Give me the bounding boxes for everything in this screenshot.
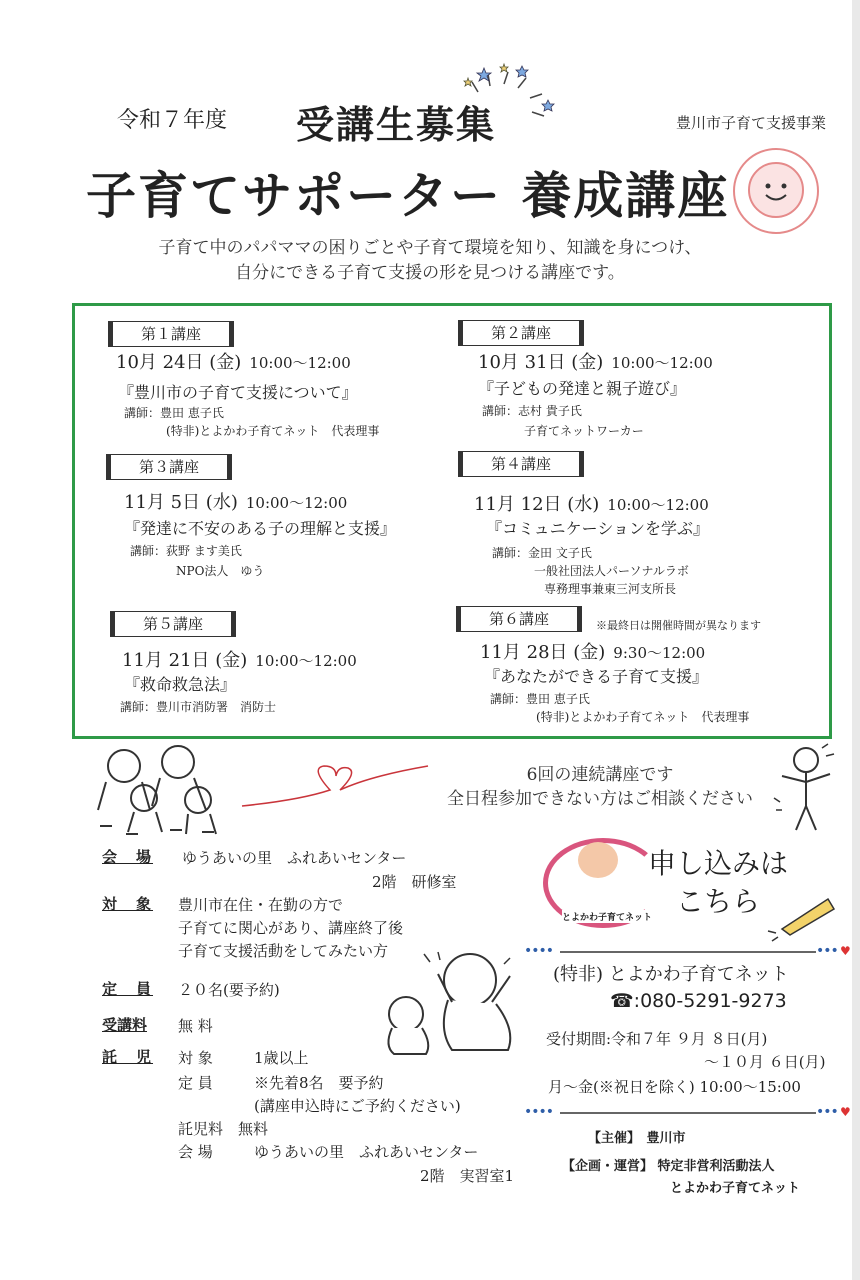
lecture-date [478, 348, 713, 374]
dots-decoration: •••• [524, 1104, 554, 1120]
lecture-speaker: 講師：荻野 ます美氏 [130, 544, 242, 558]
childcare-capacity-key: 定 員 [178, 1074, 213, 1092]
lecture-badge: 第５講座 [110, 611, 236, 637]
childcare-label: 託 児 [102, 1048, 154, 1066]
lecture-badge: 第６講座 [456, 606, 582, 632]
lecture-time: 9:30～12:00 [613, 644, 706, 662]
intro-line: 自分にできる子育て支援の形を見つける講座です。 [235, 263, 625, 283]
heart-line-decoration [240, 760, 430, 810]
lecture-speaker: 講師：豊田 恵子氏 [124, 406, 224, 420]
lecture-title: 『子どもの発達と親子遊び』 [478, 379, 687, 398]
fiscal-year: 令和７年度 [117, 108, 228, 133]
lecture-time: 10:00～12:00 [245, 494, 348, 512]
parent-figure-illustration [770, 742, 840, 834]
lecture-speaker-org: 一般社団法人パーソナルラボ [534, 564, 689, 578]
childcare-venue-room: 2階 実習室1 [420, 1167, 515, 1185]
lecture-badge: 第３講座 [106, 454, 232, 480]
baby-face-icon [578, 842, 618, 878]
lecture-date-text: 11月 5日 (水) [124, 492, 238, 513]
apply-line: こちら [676, 885, 761, 918]
childcare-venue-value: ゆうあいの里 ふれあいセンター [254, 1143, 479, 1161]
venue-label: 会 場 [102, 848, 154, 866]
fee-value: 無 料 [178, 1017, 213, 1035]
lecture-speaker: 講師：豊川市消防署 消防士 [120, 700, 277, 714]
venue-room: 2階 研修室 [372, 873, 457, 891]
lecture-badge: 第２講座 [458, 320, 584, 346]
lecture-title: 『発達に不安のある子の理解と支援』 [124, 519, 397, 538]
childcare-target-value: 1歳以上 [254, 1049, 309, 1067]
pointer-arrow-icon [762, 895, 840, 945]
lecture-speaker-title: 専務理事兼東三河支所長 [544, 582, 677, 596]
series-note [420, 763, 780, 811]
lecture-speaker: 講師：志村 貴子氏 [482, 404, 582, 418]
lecture-title: 『豊川市の子育て支援について』 [118, 383, 358, 402]
lecture-title: 『救命救急法』 [124, 675, 237, 694]
childcare-capacity-note: (講座申込時にご予約ください) [254, 1097, 461, 1115]
childcare-fee: 託児料 無料 [178, 1120, 269, 1138]
application-period-end: ～１０月 ６日(月) [704, 1053, 826, 1071]
planner-name: とよかわ子育てネット [670, 1181, 801, 1196]
dots-decoration: ••• [816, 1104, 838, 1120]
application-period: 受付期間:令和７年 ９月 ８日(月) [546, 1030, 768, 1048]
venue-value: ゆうあいの里 ふれあいセンター [182, 849, 407, 867]
smiley-icon [748, 162, 804, 218]
lecture-time: 10:00～12:00 [611, 354, 713, 372]
dots-decoration: ••• [816, 943, 838, 959]
lecture-speaker-org: 子育てネットワーカー [524, 424, 644, 438]
intro-text [110, 236, 750, 286]
apply-line: 申し込みは [648, 847, 789, 880]
host: 【主催】 豊川市 [588, 1131, 686, 1146]
lecture-date-text: 10月 31日 (金) [478, 352, 604, 373]
planner: 【企画・運営】 特定非営利活動法人 [562, 1159, 775, 1174]
lecture-speaker-org: (特非)とよかわ子育てネット 代表理事 [166, 424, 380, 438]
lecture-speaker-org: NPO法人 ゆう [176, 564, 265, 578]
parent-child-illustration [378, 950, 518, 1060]
lecture-date [124, 488, 347, 514]
intro-line: 子育て中のパパママの困りごとや子育て環境を知り、知識を身につけ、 [158, 238, 702, 258]
heart-icon: ♥ [840, 944, 851, 958]
childcare-capacity-value: ※先着8名 要予約 [254, 1074, 384, 1092]
lecture-time: 10:00～12:00 [255, 652, 357, 670]
lecture-title: 『あなたができる子育て支援』 [484, 667, 709, 686]
lecture-date [122, 646, 357, 672]
dots-decoration: •••• [524, 943, 554, 959]
target-line: 子育てに関心があり、講座終了後 [178, 919, 404, 937]
program-name: 豊川市子育て支援事業 [676, 114, 827, 132]
series-line: 全日程参加できない方はご相談ください [447, 789, 753, 809]
lecture-time: 10:00～12:00 [607, 496, 709, 514]
childcare-target-key: 対 象 [178, 1049, 213, 1067]
lecture-speaker: 講師：金田 文子氏 [492, 546, 592, 560]
series-line: 6回の連続講座です [526, 765, 674, 785]
lecture-date [480, 638, 705, 664]
sparkle-icon [460, 60, 570, 130]
org-logo-text: とよかわ子育てネット [562, 910, 652, 923]
heart-icon: ♥ [840, 1105, 851, 1119]
divider-line [560, 1112, 816, 1114]
lecture-date-text: 11月 21日 (金) [122, 650, 248, 671]
capacity-value: ２０名(要予約) [178, 981, 280, 999]
target-line: 豊川市在住・在勤の方で [178, 896, 344, 914]
page-edge [852, 0, 860, 1280]
capacity-label: 定 員 [102, 980, 154, 998]
lecture-date-text: 10月 24日 (金) [116, 352, 242, 373]
lecture-speaker-org: (特非)とよかわ子育てネット 代表理事 [536, 710, 750, 724]
lecture-date-text: 11月 28日 (金) [480, 642, 606, 663]
office-hours: 月～金(※祝日を除く) 10:00～15:00 [548, 1078, 801, 1096]
page-title: 子育てサポーター 養成講座 [86, 167, 730, 225]
lecture-badge: 第４講座 [458, 451, 584, 477]
children-illustration [86, 740, 236, 840]
divider-line [560, 951, 816, 953]
recruitment-heading: 受講生募集 [296, 103, 497, 147]
childcare-venue-key: 会 場 [178, 1143, 213, 1161]
lecture-date [474, 490, 709, 516]
phone-number[interactable]: ☎:080-5291-9273 [610, 990, 787, 1012]
lecture-time: 10:00～12:00 [249, 354, 351, 372]
target-line: 子育て支援活動をしてみたい方 [178, 942, 389, 960]
lecture-note: ※最終日は開催時間が異なります [596, 619, 761, 632]
org-name: (特非) とよかわ子育てネット [553, 964, 789, 985]
fee-label: 受講料 [102, 1016, 148, 1034]
lecture-date-text: 11月 12日 (水) [474, 494, 600, 515]
lecture-title: 『コミュニケーションを学ぶ』 [486, 519, 710, 538]
lecture-date [116, 348, 351, 374]
lecture-badge: 第１講座 [108, 321, 234, 347]
target-label: 対 象 [102, 895, 154, 913]
lecture-speaker: 講師：豊田 恵子氏 [490, 692, 590, 706]
